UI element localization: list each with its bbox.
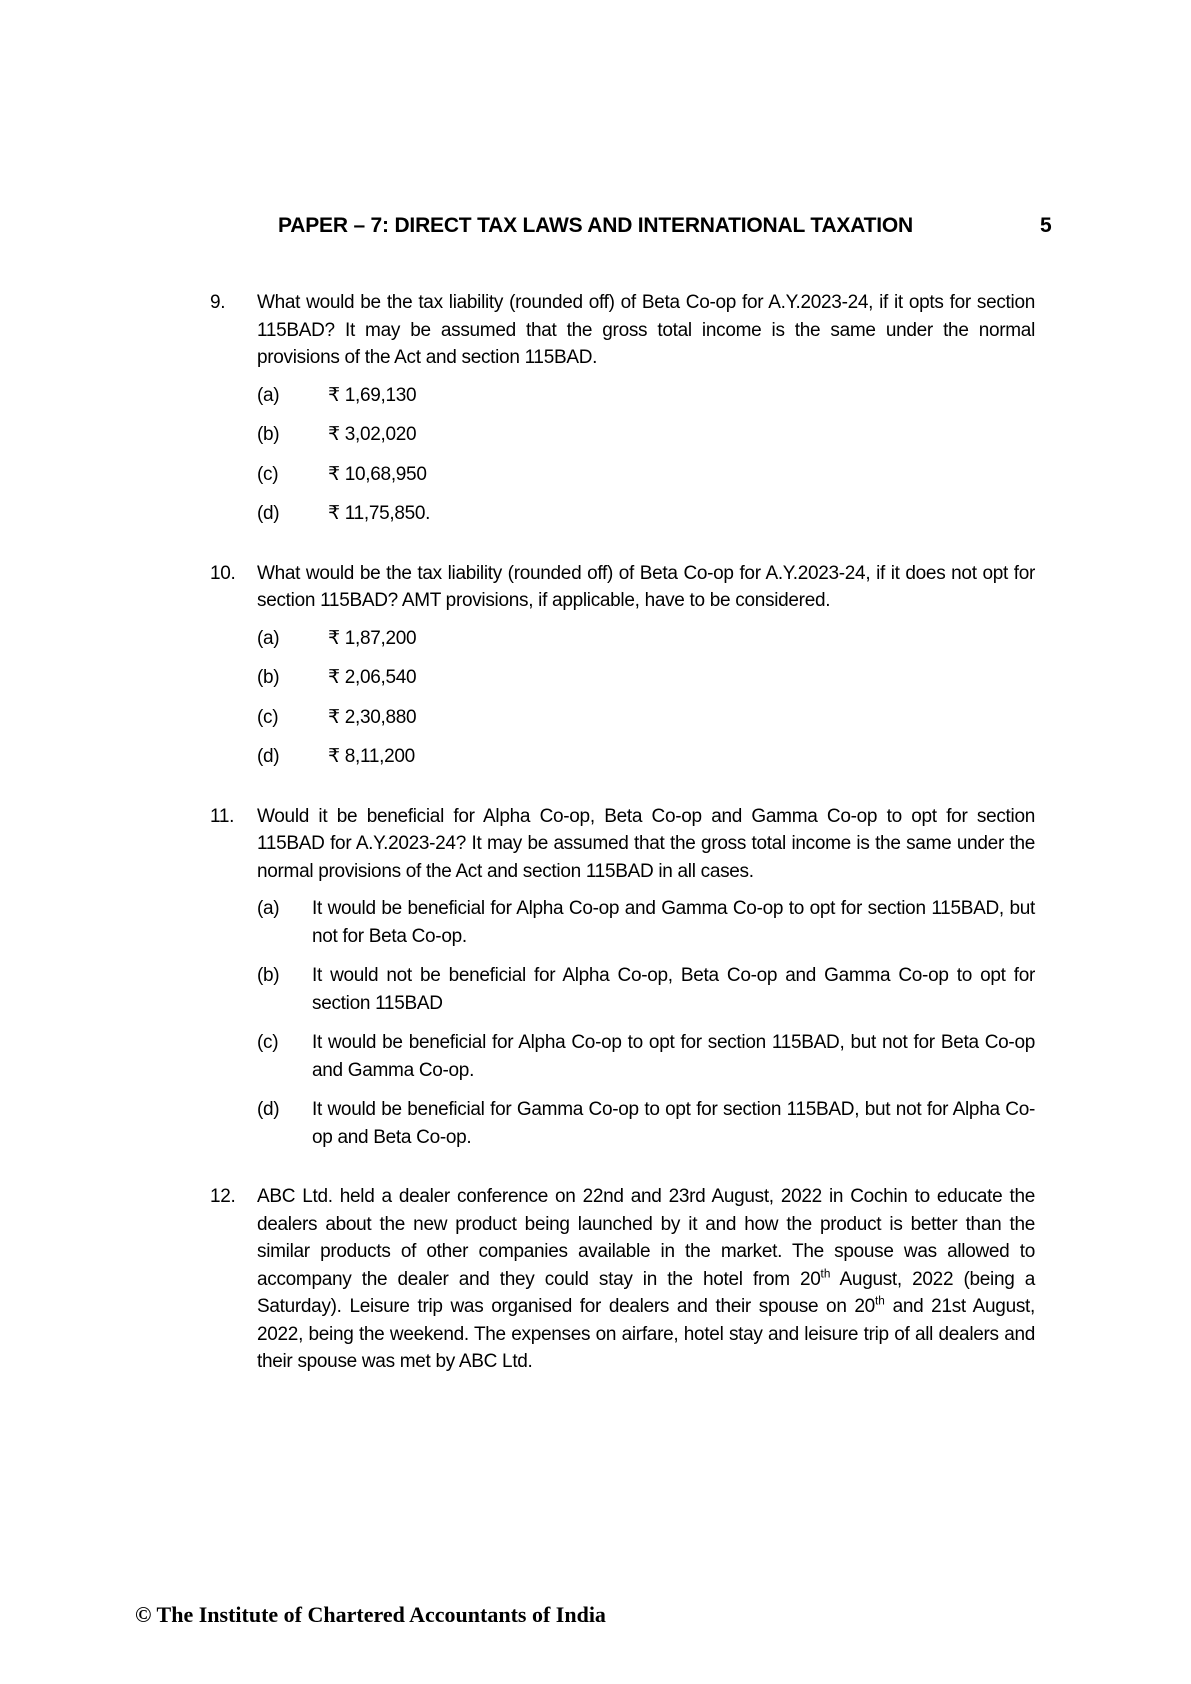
option-row: [257, 1096, 1035, 1151]
option-label: (c): [257, 1032, 279, 1053]
option-row: [257, 421, 1035, 449]
option-row: [257, 625, 1035, 653]
question-block: [210, 1183, 1035, 1386]
question-block: [210, 560, 1035, 783]
option-text: It would not be beneficial for Alpha Co-op, Beta Co-op and Gamma Co-op to opt for section 115BAD: [312, 965, 1035, 1014]
option-label: (d): [257, 503, 280, 524]
question-number: 10.: [210, 562, 236, 584]
option-row: [257, 743, 1035, 771]
questions-list: [210, 241, 1035, 1386]
question-body: [257, 803, 1035, 1164]
option-row: [257, 461, 1035, 489]
question-text: What would be the tax liability (rounded off) of Beta Co-op for A.Y.2023-24, if it does not opt for section 115BAD? AMT provisions, if applicable, have to be considered.: [257, 562, 1035, 611]
page-header: [0, 212, 1191, 240]
option-row: [257, 382, 1035, 410]
option-text: ₹ 1,69,130: [328, 384, 417, 406]
option-label: (a): [257, 627, 280, 649]
page-header-title: PAPER – 7: DIRECT TAX LAWS AND INTERNATIONAL TAXATION: [278, 214, 913, 237]
question-body: [257, 560, 1035, 783]
option-row: [257, 704, 1035, 732]
question-body: [257, 1183, 1035, 1386]
option-label: (d): [257, 1099, 280, 1120]
option-row: [257, 962, 1035, 1017]
question-text: What would be the tax liability (rounded off) of Beta Co-op for A.Y.2023-24, if it opts for section 115BAD? It may be assumed that the gross total income is the same under the normal provisions of the Act and section 115BAD.: [257, 292, 1035, 368]
option-label: (b): [257, 424, 280, 445]
option-text: It would be beneficial for Gamma Co-op to opt for section 115BAD, but not for Alpha Co-op and Beta Co-op.: [312, 1099, 1035, 1148]
option-text: ₹ 1,87,200: [328, 627, 417, 649]
footer-copyright: © The Institute of Chartered Accountants of India: [135, 1602, 606, 1627]
option-text: ₹ 10,68,950: [328, 463, 427, 485]
page-number: 5: [1040, 214, 1052, 237]
question-block: [210, 803, 1035, 1164]
option-label: (b): [257, 667, 280, 688]
option-text: ₹ 2,30,880: [328, 706, 417, 728]
option-row: [257, 895, 1035, 950]
question-number: 12.: [210, 1186, 236, 1207]
option-text: It would be beneficial for Alpha Co-op to opt for section 115BAD, but not for Beta Co-op and Gamma Co-op.: [312, 1032, 1035, 1081]
option-row: [257, 500, 1035, 528]
question-number: 9.: [210, 292, 226, 313]
option-text: ₹ 8,11,200: [328, 746, 415, 767]
option-label: (a): [257, 898, 280, 919]
option-label: (b): [257, 965, 280, 986]
option-text: It would be beneficial for Alpha Co-op and Gamma Co-op to opt for section 115BAD, but not for Beta Co-op.: [312, 898, 1035, 947]
question-block: [210, 289, 1035, 540]
option-text: ₹ 11,75,850.: [328, 503, 431, 524]
question-body: [257, 289, 1035, 540]
option-label: (d): [257, 746, 280, 767]
question-text: Would it be beneficial for Alpha Co-op, Beta Co-op and Gamma Co-op to opt for section 115BAD for A.Y.2023-24? It may be assumed that the gross total income is the same under the normal provisions of the Act and section 115BAD in all cases.: [257, 805, 1035, 882]
option-label: (a): [257, 384, 280, 406]
option-label: (c): [257, 706, 279, 728]
option-text: ₹ 3,02,020: [328, 424, 417, 445]
option-text: ₹ 2,06,540: [328, 667, 417, 688]
question-text: ABC Ltd. held a dealer conference on 22nd and 23rd August, 2022 in Cochin to educate the dealers about the new product being launched by it and how the product is better than the similar products of other companies available in the market. The spouse was allowed to accompany the dealer and they could stay in the hotel from 20th August, 2022 (being a Saturday). Leisure trip was organised for dealers and their spouse on 20th and 21st August, 2022, being the weekend. The expenses on airfare, hotel stay and leisure trip of all dealers and their spouse was met by ABC Ltd.: [257, 1186, 1035, 1372]
option-row: [257, 664, 1035, 692]
option-row: [257, 1029, 1035, 1084]
option-label: (c): [257, 463, 279, 485]
question-number: 11.: [210, 805, 235, 827]
